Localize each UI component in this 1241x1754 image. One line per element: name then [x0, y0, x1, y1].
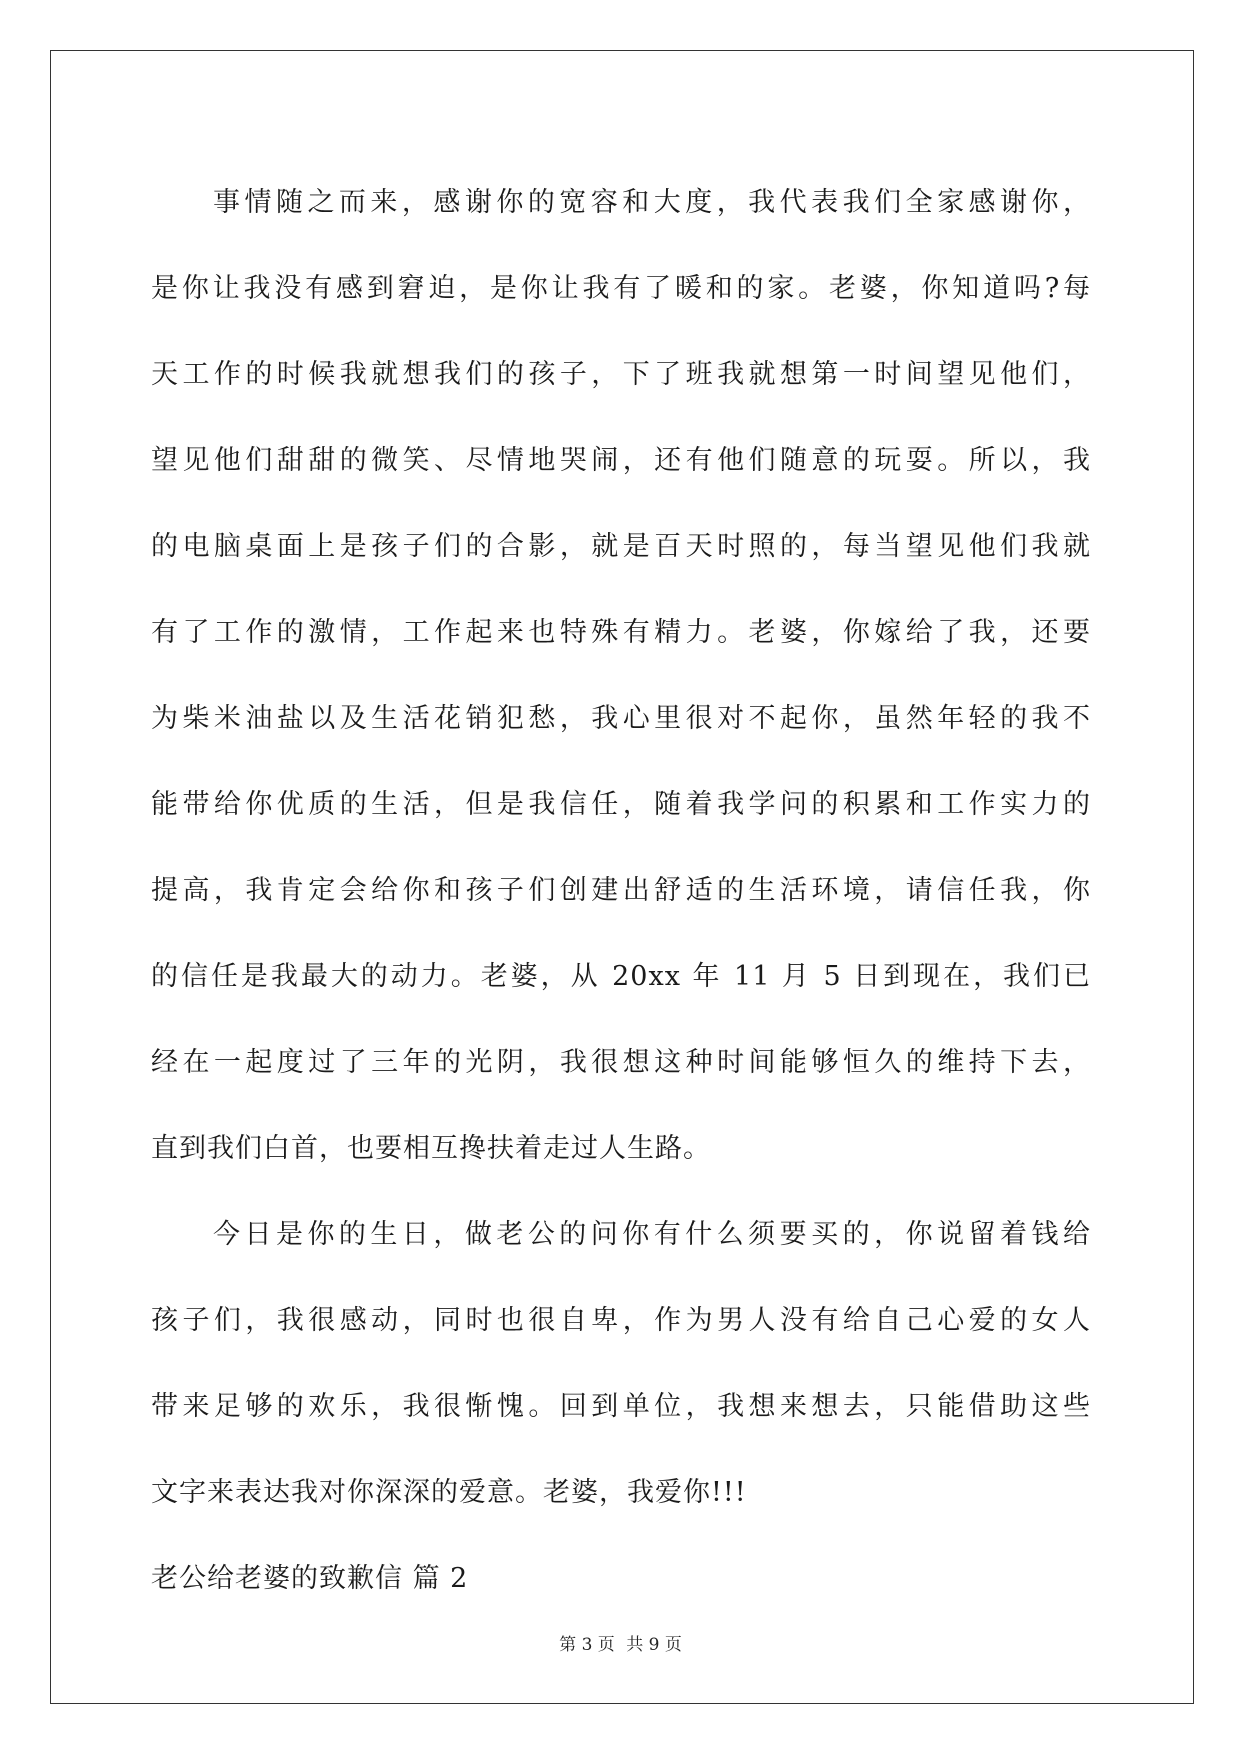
text-line: 的信任是我最大的动力。老婆，从 20xx 年 11 月 5 日到现在，我们已 [151, 961, 1091, 992]
text-line: 望见他们甜甜的微笑、尽情地哭闹，还有他们随意的玩耍。所以，我 [151, 445, 1091, 476]
text-line: 经在一起度过了三年的光阴，我很想这种时间能够恒久的维持下去， [151, 1047, 1091, 1078]
text-line: 提高，我肯定会给你和孩子们创建出舒适的生活环境，请信任我，你 [151, 875, 1091, 906]
document-body [151, 160, 1091, 1622]
text-line: 今日是你的生日，做老公的问你有什么须要买的，你说留着钱给 [213, 1219, 1091, 1250]
page-number: 第 3 页 [559, 1635, 615, 1655]
text-line: 直到我们白首，也要相互搀扶着走过人生路。 [151, 1133, 711, 1164]
page-total: 共 9 页 [626, 1635, 682, 1655]
text-line: 天工作的时候我就想我们的孩子，下了班我就想第一时间望见他们， [151, 359, 1091, 390]
section-heading: 老公给老婆的致歉信 篇 2 [151, 1563, 469, 1594]
page-footer [0, 1630, 1241, 1655]
text-line: 文字来表达我对你深深的爱意。老婆，我爱你!!! [151, 1477, 747, 1508]
text-line: 为柴米油盐以及生活花销犯愁，我心里很对不起你，虽然年轻的我不 [151, 703, 1091, 734]
text-line: 事情随之而来，感谢你的宽容和大度，我代表我们全家感谢你， [213, 187, 1091, 218]
paragraph-2 [151, 1192, 1091, 1536]
text-line: 有了工作的激情，工作起来也特殊有精力。老婆，你嫁给了我，还要 [151, 617, 1091, 648]
paragraph-1 [151, 160, 1091, 1192]
text-line: 带来足够的欢乐，我很惭愧。回到单位，我想来想去，只能借助这些 [151, 1391, 1091, 1422]
text-line: 是你让我没有感到窘迫，是你让我有了暖和的家。老婆，你知道吗?每 [151, 273, 1091, 304]
text-line: 孩子们，我很感动，同时也很自卑，作为男人没有给自己心爱的女人 [151, 1305, 1091, 1336]
text-line: 的电脑桌面上是孩子们的合影，就是百天时照的，每当望见他们我就 [151, 531, 1091, 562]
text-line: 能带给你优质的生活，但是我信任，随着我学问的积累和工作实力的 [151, 789, 1091, 820]
